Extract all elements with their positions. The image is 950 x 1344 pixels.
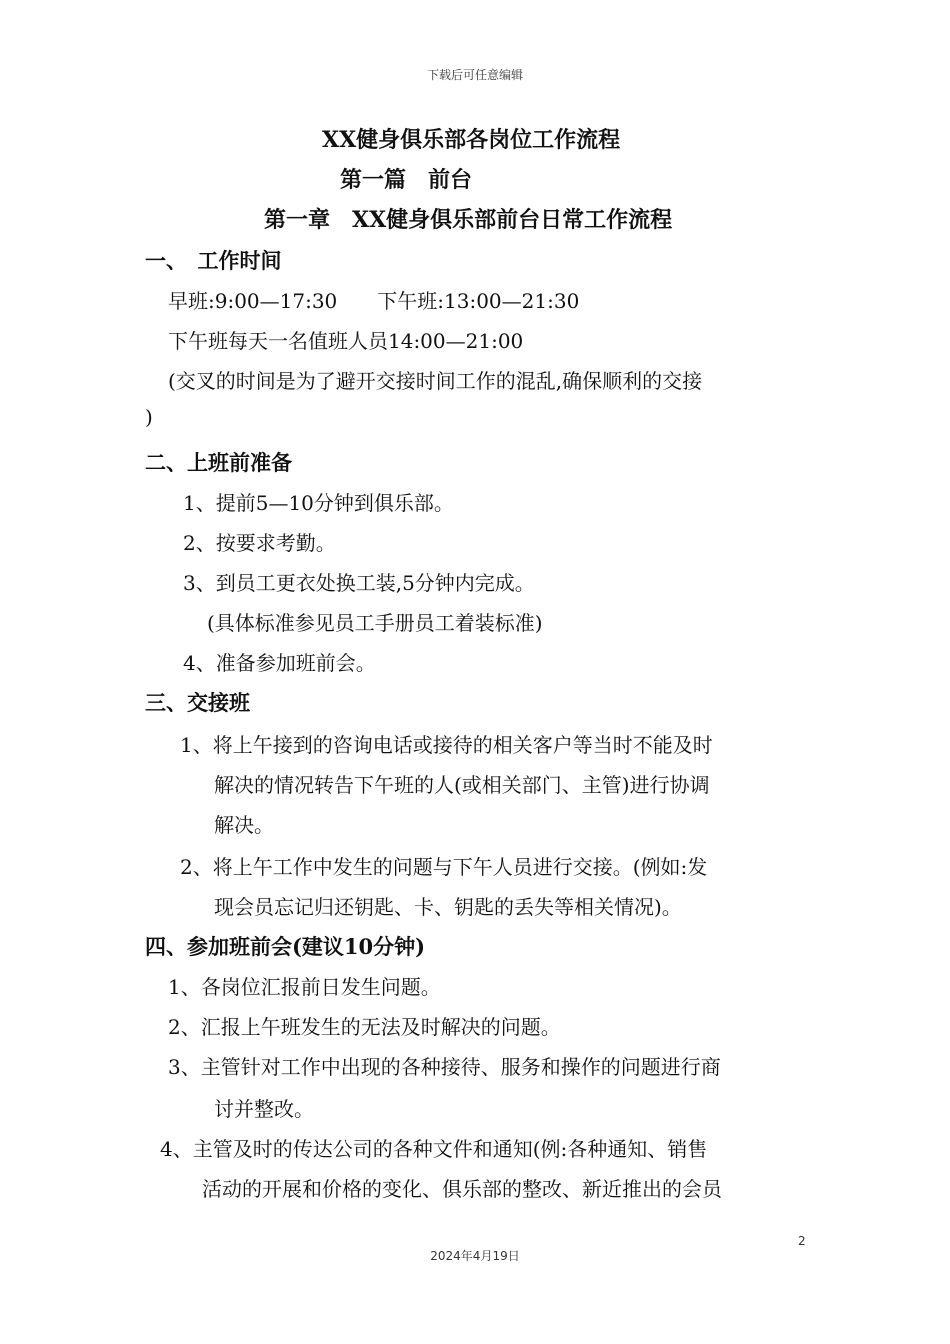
section-heading-preparation: 二、上班前准备 [145,450,292,475]
section-heading-handover: 三、交接班 [145,690,250,715]
list-item: 3、主管针对工作中出现的各种接待、服务和操作的问题进行商 [168,1055,721,1079]
shift-times: 早班:9:00—17:30 下午班:13:00—21:30 [168,289,580,313]
list-item-continued: 活动的开展和价格的变化、俱乐部的整改、新近推出的会员 [202,1177,722,1201]
list-item: 2、将上午工作中发生的问题与下午人员进行交接。(例如:发 [180,855,708,879]
section-heading-pre-shift-meeting: 四、参加班前会(建议10分钟) [145,934,426,959]
list-item: 3、到员工更衣处换工装,5分钟内完成。 [183,571,535,595]
part-title: 第一篇 前台 [340,167,473,193]
list-item: 1、提前5—10分钟到俱乐部。 [183,491,454,515]
overlap-note-end: ) [145,405,153,429]
list-item: 2、按要求考勤。 [183,531,336,555]
chapter-title: 第一章 XX健身俱乐部前台日常工作流程 [264,207,673,233]
list-item-continued: 讨并整改。 [214,1097,314,1121]
list-item: 1、各岗位汇报前日发生问题。 [168,975,441,999]
overlap-note: (交叉的时间是为了避开交接时间工作的混乱,确保顺利的交接 [168,369,703,393]
list-item-continued: 现会员忘记归还钥匙、卡、钥匙的丢失等相关情况)。 [214,895,682,919]
section-heading-work-hours: 一、 工作时间 [145,248,282,273]
document-title: XX健身俱乐部各岗位工作流程 [322,127,621,153]
list-item-continued: 解决的情况转告下午班的人(或相关部门、主管)进行协调 [214,773,710,797]
list-item: 4、主管及时的传达公司的各种文件和通知(例:各种通知、销售 [160,1137,708,1161]
list-item: 1、将上午接到的咨询电话或接待的相关客户等当时不能及时 [180,733,713,757]
page-header: 下载后可任意编辑 [426,68,523,82]
list-item: 2、汇报上午班发生的无法及时解决的问题。 [168,1015,561,1039]
list-item-note: (具体标准参见员工手册员工着装标准) [207,611,543,635]
list-item-continued: 解决。 [214,813,274,837]
page-number: 2 [798,1234,806,1248]
list-item: 4、准备参加班前会。 [183,651,376,675]
duty-shift: 下午班每天一名值班人员14:00—21:00 [168,329,524,353]
page-footer-date: 2024年4月19日 [430,1249,520,1263]
